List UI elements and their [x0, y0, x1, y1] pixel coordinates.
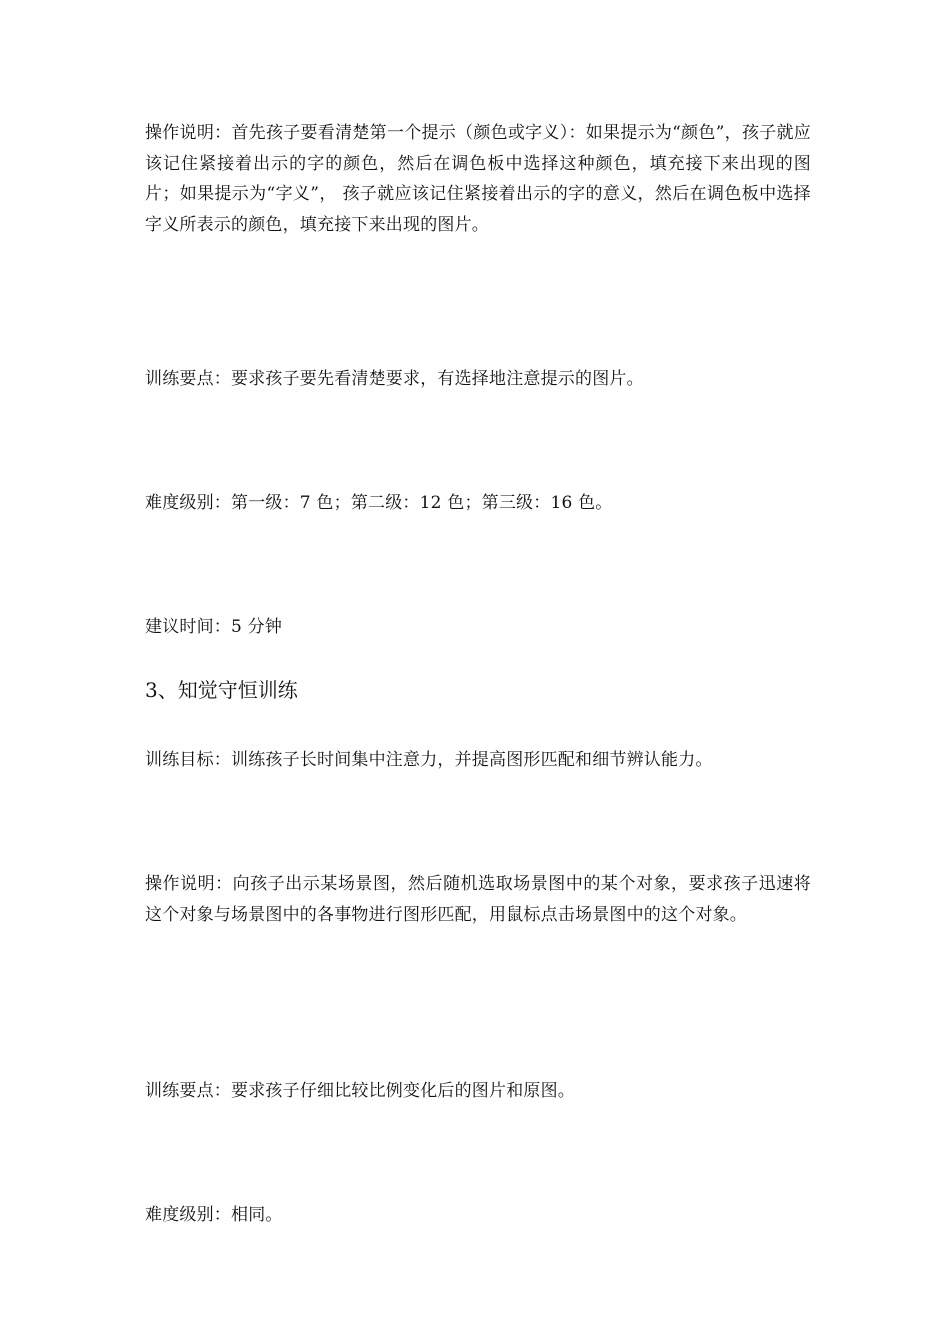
difficulty-levels-perception: 难度级别：相同。 [145, 1205, 283, 1225]
training-key-points-perception: 训练要点：要求孩子仔细比较比例变化后的图片和原图。 [145, 1081, 575, 1101]
operation-instructions-perception: 操作说明：向孩子出示某场景图，然后随机选取场景图中的某个对象，要求孩子迅速将这个对象与场景图中的各事物进行图形匹配，用鼠标点击场景图中的这个对象。 [145, 874, 811, 925]
difficulty-levels-color: 难度级别：第一级：7 色；第二级：12 色；第三级：16 色。 [145, 493, 613, 513]
section-heading-perception-constancy: 3、知觉守恒训练 [145, 678, 298, 702]
operation-instructions-color: 操作说明：首先孩子要看清楚第一个提示（颜色或字义）：如果提示为“颜色”，孩子就应该记住紧接着出示的字的颜色，然后在调色板中选择这种颜色，填充接下来出现的图片；如果提示为“字义”， 孩子就应该记住紧接着出示的字的意义，然后在调色板中选择字义所表示的颜色，填充接下来出现的图片。 [145, 123, 811, 235]
training-goal-perception: 训练目标：训练孩子长时间集中注意力，并提高图形匹配和细节辨认能力。 [145, 750, 713, 770]
training-key-points-color: 训练要点：要求孩子要先看清楚要求，有选择地注意提示的图片。 [145, 369, 644, 389]
suggested-time: 建议时间：5 分钟 [145, 617, 283, 637]
